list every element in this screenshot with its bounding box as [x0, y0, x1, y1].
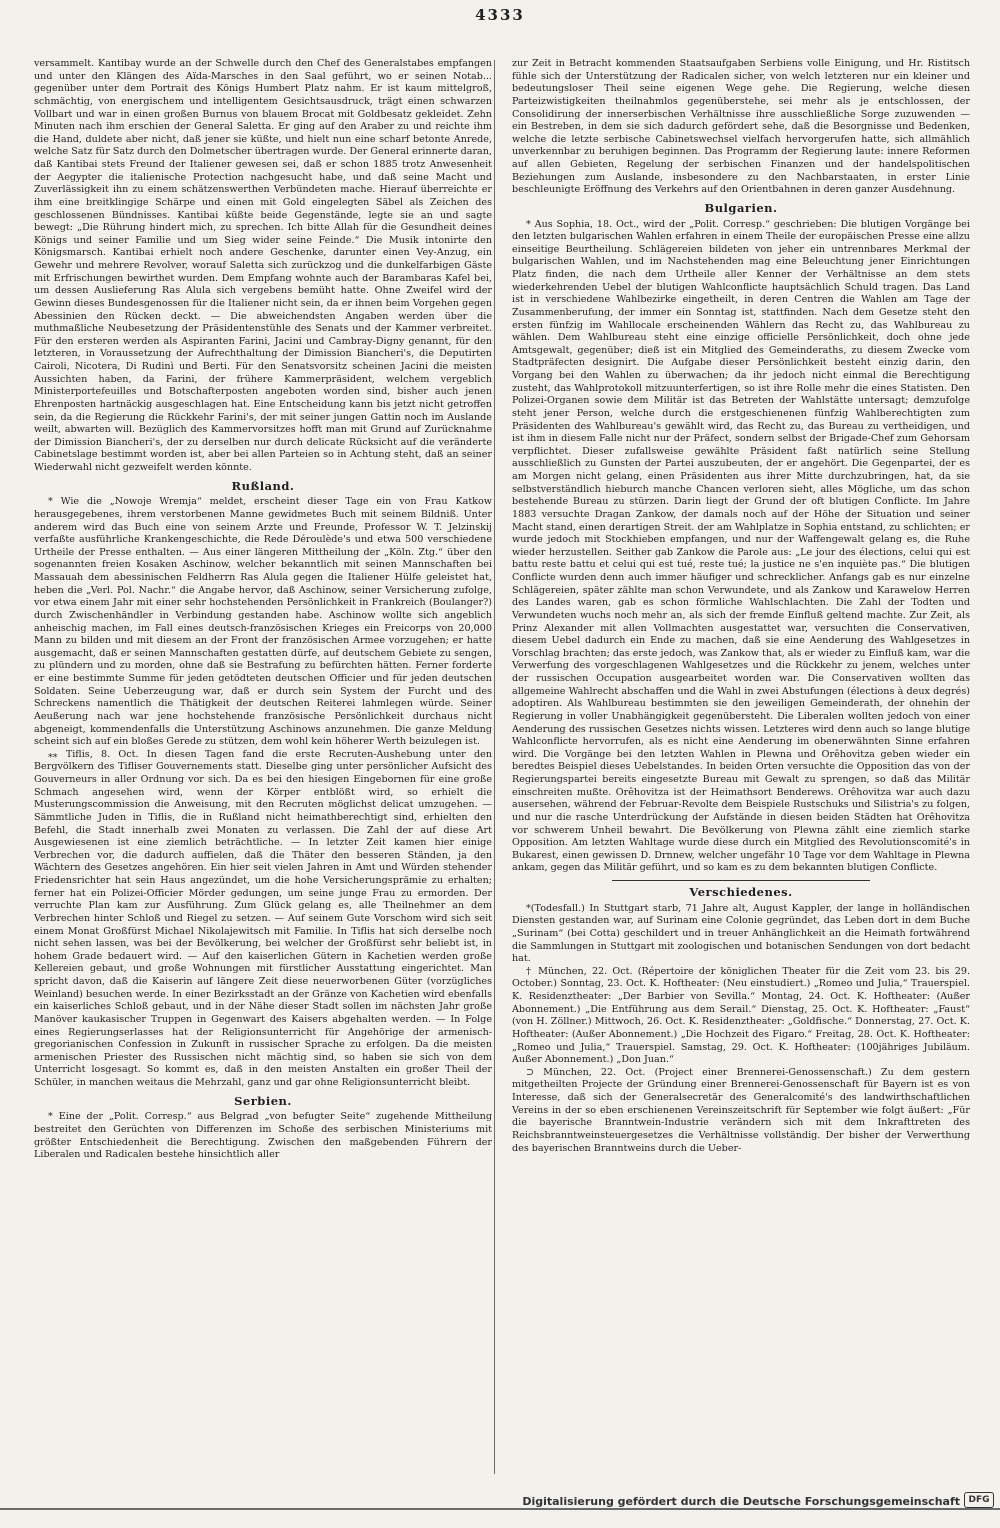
right-column: [512, 58, 970, 1476]
left-column: [34, 58, 492, 1476]
footer-credit: Digitalisierung gefördert durch die Deutsche Forschungsgemeinschaft: [522, 1495, 960, 1508]
dfg-logo-icon: DFG: [964, 1492, 994, 1508]
footer: [0, 1480, 1000, 1528]
section-heading-verschiedenes: Verschiedenes.: [689, 885, 793, 899]
article-paragraph: † München, 22. Oct. (Répertoire der königlichen Theater für die Zeit vom 23. bis 29. October.) Sonntag, 23. Oct. K. Hoftheater: (Neu einstudiert.) „Romeo und Julia,“ Trauerspiel. K. Residenztheater: „Der Barbier von Sevilla.“ Montag, 24. Oct. K. Hoftheater: (Außer Abonnement.) „Die Entführung aus dem Serail.“ Dienstag, 25. Oct. K. Hoftheater: „Faust“ (von H. Zöllner.) Mittwoch, 26. Oct. K. Residenztheater: „Goldfische.“ Donnerstag, 27. Oct. K. Hoftheater: (Außer Abonnement.) „Die Hochzeit des Figaro.“ Freitag, 28. Oct. K. Hoftheater: „Romeo und Julia,“ Trauerspiel. Samstag, 29. Oct. K. Hoftheater: (100jähriges Jubiläum. Außer Abonnement.) „Don Juan.“: [512, 965, 970, 1066]
article-paragraph: *(Todesfall.) In Stuttgart starb, 71 Jahre alt, August Kappler, der lange in holländischen Diensten gestanden war, auf Surinam eine Colonie gegründet, das Leben dort in dem Buche „Surinam“ (bei Cotta) geschildert und in treuer Anhänglichkeit an die Heimath fortwährend die Sammlungen in Stuttgart mit zoologischen und botanischen Sendungen von dort bedacht hat.: [512, 902, 970, 965]
section-divider: [612, 880, 870, 881]
section-heading-russland: Rußland.: [231, 478, 295, 493]
article-paragraph: ⊃ München, 22. Oct. (Project einer Brennerei-Genossenschaft.) Zu dem gestern mitgetheilten Projecte der Gründung einer Brennerei-Genossenschaft für Bayern ist es von Interesse, daß sich der Generalsecretär des Generalcomité's des landwirthschaftlichen Vereins in der so eben erschienenen Vereinszeitschrift für September wie folgt äußert: „Für die bayerische Branntwein-Industrie verändern sich mit dem Inkrafttreten des Reichsbranntweinsteuergesetzes die Verhältnisse vollständig. Der bisher der Verwerthung des bayerischen Branntweins durch die Ueber-: [512, 1066, 970, 1154]
column-divider: [494, 60, 495, 1474]
page-number: 4333: [475, 6, 525, 24]
article-paragraph: * Aus Sophia, 18. Oct., wird der „Polit. Corresp.“ geschrieben: Die blutigen Vorgänge bei den letzten bulgarischen Wahlen erfahren in einem Theile der europäischen Presse eine allzu einseitige Beurtheilung. Schlägereien bildeten von jeher ein untrennbares Merkmal der bulgarischen Wahlen, und im Nachstehenden mag eine Beleuchtung jener Einrichtungen Platz finden, die nach dem Urtheile aller Kenner der Verhältnisse an dem stets wiederkehrenden Uebel der blutigen Wahlconflicte hauptsächlich Schuld tragen. Das Land ist in verschiedene Wahlbezirke eingetheilt, in deren Centren die Wahlen am Tage der Zusammenberufung, der immer ein Sonntag ist, stattfinden. Nach dem Gesetze steht den ersten fünfzig im Wahllocale erscheinenden Wählern das Recht zu, das Wahlbureau zu wählen. Dem Wahlbureau steht eine einzige officielle Persönlichkeit, doch ohne jede Amtsgewalt, gegenüber; dieß ist ein Mitglied des Gemeinderaths, zu diesem Zwecke vom Stadtpräfecten designirt. Die Aufgabe dieser Persönlichkeit besteht einzig darin, den Vorgang bei den Wahlen zu überwachen; da ihr jedoch nicht einmal die Berechtigung zusteht, das Wahlprotokoll mitzuunterfertigen, so ist ihre Rolle mehr die eines Statisten. Den Polizei-Organen sowie dem Militär ist das Betreten der Wahlstätte untersagt; demzufolge steht jener Person, welche durch die erstgeschienenen fünfzig Wahlberechtigten zum Präsidenten des Wahlbureau's gewählt wird, das Recht zu, das Bureau zu vertheidigen, und ist ihm in diesem Falle nicht nur der Präfect, sondern selbst der Brigade-Chef zum Gehorsam verpflichtet. Dieser zufallsweise gewählte Präsident faßt natürlich seine Stellung ausschließlich zu Gunsten der Partei auszubeuten, der er angehört. Die Gegenpartei, der es am Morgen nicht gelang, einen Präsidenten aus ihrer Mitte durchzubringen, hat, da sie selbstverständlich hieburch manche Chancen verloren sieht, alles Mögliche, um das schon bestehende Bureau zu stürzen. Darin liegt der Grund der oft blutigen Conflicte. Im Jahre 1883 versuchte Dragan Zankow, der damals noch auf der Höhe der Situation und seiner Macht stand, einen derartigen Streit. der am Wahlplatze in Sophia entstand, zu schlichten; er wurde jedoch mit Stockhieben empfangen, und nur der Waffengewalt gelang es, die Ruhe wieder herzustellen. Seither gab Zankow die Parole aus: „Le jour des élections, celui qui est battu reste battu et celui qui est tué, reste tué; la justice ne s'en inquiète pas.“ Die blutigen Conflicte wurden denn auch immer häufiger und schrecklicher. Anfangs gab es nur einzelne Schlägereien, später zählte man schon Verwundete, und als Zankow und Karawelow Herren des Landes waren, gab es schon förmliche Wahlschlachten. Die Zahl der Todten und Verwundeten wuchs noch mehr an, als sich der fremde Einfluß geltend machte. Zur Zeit, als Prinz Alexander mit allen Vollmachten ausgestattet war, versuchten die Conservativen, diesem Uebel dadurch ein Ende zu machen, daß sie eine Aenderung des Wahlgesetzes in Vorschlag brachten; das erste jedoch, was Zankow that, als er wieder zu Einfluß kam, war die Verwerfung des vorgeschlagenen Wahlgesetzes und die Rückkehr zu jenem, welches unter der russischen Occupation ausgearbeitet worden war. Die Conservativen wollten das allgemeine Wahlrecht abschaffen und die Wahl in zwei Abstufungen (élections à deux degrés) adoptiren. Als Wahlbureau bestimmten sie den jeweiligen Gemeinderath, der ohnehin der Regierung in voller Unabhängigkeit gegenübersteht. Die Liberalen wollten jedoch von einer Aenderung des russischen Gesetzes nichts wissen. Letzteres wird denn auch so lange blutige Wahlconflicte hervorrufen, als es nicht eine Aenderung im obenerwähnten Sinne erfahren wird. Die Vorgänge bei den letzten Wahlen in Plewna und Orêhovitza geben wieder ein beredtes Beispiel dieses Uebelstandes. In beiden Orten versuchte die Opposition das von der Regierungspartei bereits eingesetzte Bureau mit Gewalt zu sprengen, so daß das Militär einschreiten mußte. Orêhovitza ist der Heimathsort Benderews. Orêhovitza war auch dazu ausersehen, während der Februar-Revolte dem Beispiele Rustschuks und Silistria's zu folgen, und nur die rasche Unterdrückung der Aufstände in diesen beiden Städten hat Orêhovitza vor schwerem Unheil bewahrt. Die Bevölkerung von Plewna zählt eine ziemlich starke Opposition. Am letzten Wahltage wurde diese durch ein Mitglied des Revolutionscomité's in Bukarest, einen gewissen D. Drnnew, welcher ungefähr 10 Tage vor dem Wahltage in Plewna ankam, gegen das Militär geführt, und so kam es zu dem bekannten blutigen Conflicte.: [512, 218, 970, 874]
article-paragraph: versammelt. Kantibay wurde an der Schwelle durch den Chef des Generalstabes empfangen und unter den Klängen des Aïda-Marsches in den Saal geführt, wo er seinen Notab... gegenüber unter dem Portrait des Königs Humbert Platz nahm. Er ist kaum mittelgroß, schmächtig, von energischem und intelligentem Gesichtsausdruck, trägt einen schwarzen Vollbart und war in einen großen Burnus von blauem Brocat mit Goldbesatz gekleidet. Zehn Minuten nach ihm erschien der General Saletta. Er ging auf den Araber zu und reichte ihm die Hand, duldete aber nicht, daß jener sie küßte, und hielt nun eine scharf betonte Anrede, welche Satz für Satz durch den Dolmetscher übertragen wurde. Der General erinnerte daran, daß Kantibai stets Freund der Italiener gewesen sei, daß er schon 1885 trotz Anwesenheit der Aegypter die italienische Protection nachgesucht habe, und daß seine Macht und Zuverlässigkeit ihn zu einem schätzenswerthen Verbündeten mache. Hierauf überreichte er ihm eine breitklingige Schärpe und einen mit Gold eingelegten Säbel als Zeichen des geschlossenen Bündnisses. Kantibai küßte beide Gegenstände, legte sie an und sagte bewegt: „Die Rührung hindert mich, zu sprechen. Ich bitte Allah für die Gesundheit deines Königs und seiner Familie und um Sieg wider seine Feinde.“ Die Musik intonirte den Königsmarsch. Kantibai erhielt noch andere Geschenke, darunter einen Vey-Anzug, ein Gewehr und mehrere Revolver, worauf Saletta sich zurückzog und die dunkelfarbigen Gäste mit Erfrischungen bewirthet wurden. Dem Empfang wohnte auch der Barambaras Kafel bei, um dessen Auslieferung Ras Alula sich vergebens bemüht hatte. Ohne Zweifel wird der Gewinn dieses Bundesgenossen für die Italiener nicht sein, da er ihnen beim Vorgehen gegen Abessinien den Rücken deckt. — Die abweichendsten Angaben werden über die muthmaßliche Neubesetzung der Präsidentenstühle des Senats und der Kammer verbreitet. Für den ersteren werden als Aspiranten Farini, Jacini und Cambray-Digny genannt, für den letzteren, in Voraussetzung der Aufrechthaltung der Dimission Biancheri's, die Deputirten Cairoli, Nicotera, Di Rudinì und Berti. Für den Senatsvorsitz scheinen Jacini die meisten Aussichten haben, da Farini, der frühere Kammerpräsident, welchem vergeblich Ministerportefeuilles und Botschafterposten angeboten worden sind, bisher auch jenen Ehrenposten hartnäckig ausgeschlagen hat. Eine Entscheidung kann bis jetzt nicht getroffen sein, da die Regierung die Rückkehr Farini's, der mit seiner jungen Gattin noch im Auslande weilt, abwarten will. Bezüglich des Kammervorsitzes hofft man mit Grund auf Zurücknahme der Dimission Biancheri's, der zu derselben nur durch delicate Rücksicht auf die veränderte Cabinetslage bestimmt worden ist, aber bei allen Parteien so in Achtung steht, daß an seiner Wiederwahl nicht gezweifelt werden könnte.: [34, 58, 492, 473]
section-heading-bulgarien: Bulgarien.: [704, 200, 778, 215]
article-paragraph: * Eine der „Polit. Corresp.“ aus Belgrad „von befugter Seite“ zugehende Mittheilung bestreitet den Gerüchten von Differenzen im Schoße des serbischen Ministeriums mit größter Entschiedenheit die Berechtigung. Zwischen den maßgebenden Führern der Liberalen und Radicalen bestehe hinsichtlich aller: [34, 1111, 492, 1161]
footer-bar: [0, 1508, 1000, 1510]
article-paragraph: ⁎⁎ Tiflis, 8. Oct. In diesen Tagen fand die erste Recruten-Aushebung unter den Bergvölkern des Tifliser Gouvernements statt. Dieselbe ging unter persönlicher Aufsicht des Gouverneurs in aller Ordnung vor sich. Da es bei den hiesigen Eingebornen für eine große Schmach angesehen wird, wenn der Körper entblößt wird, so erhielt die Musterungscommission die Anweisung, mit den Recruten möglichst delicat umzugehen. — Sämmtliche Juden in Tiflis, die in Rußland nicht heimathberechtigt sind, erhielten den Befehl, die Stadt innerhalb zwei Monaten zu verlassen. Die Zahl der auf diese Art Ausgewiesenen ist eine ziemlich beträchtliche. — In letzter Zeit kamen hier einige Verbrechen vor, die dadurch auffielen, daß die Thäter den besseren Ständen, ja den Wächtern des Gesetzes angehören. Ein hier seit vielen Jahren in Amt und Würden stehender Friedensrichter hat sein Haus angezündet, um die hohe Versicherungsprämie zu erhalten; ferner hat ein Polizei-Officier Mörder gedungen, um seine junge Frau zu ermorden. Der verruchte Plan kam zur Ausführung. Zum Glück gelang es, alle Theilnehmer an dem Verbrechen hinter Schloß und Riegel zu setzen. — Auf seinem Gute Vorschom wird sich seit einem Monat Großfürst Michael Nikolajewitsch mit Familie. In Tiflis hat sich derselbe noch nicht sehen lassen, was bei der Bevölkerung, bei welcher der Großfürst sehr beliebt ist, in hohem Grade bedauert wird. — Auf den kaiserlichen Gütern in Kachetien werden große Kellereien gebaut, und große Wohnungen mit fürstlicher Ausstattung eingerichtet. Man spricht davon, daß die Kaiserin auf längere Zeit diese neuerworbenen Güter (vorzügliches Weinland) besuchen werde. In einer Bezirksstadt an der Gränze von Kachetien wird ebenfalls ein kaiserliches Schloß gebaut, und in der Nähe dieser Stadt sollen im nächsten Jahr große Manöver kaukasischer Truppen in Gegenwart des Kaisers abgehalten werden. — In Folge eines Regierungserlasses hat der Religionsunterricht für Angehörige der armenisch-gregorianischen Confession in Zukunft in russischer Sprache zu erfolgen. Da die meisten armenischen Priester des Russischen nicht mächtig sind, so haben sie sich von dem Unterricht losgesagt. So kommt es, daß in den meisten Anstalten ein großer Theil der Schüler, in manchen weitaus die Mehrzahl, ganz und gar ohne Religionsunterricht bleibt.: [34, 748, 492, 1088]
article-paragraph: * Wie die „Nowoje Wremja“ meldet, erscheint dieser Tage ein von Frau Katkow herausgegebenes, ihrem verstorbenen Manne gewidmetes Buch mit seinem Bildniß. Unter anderem wird das Buch eine von seinem Arzte und Freunde, Professor W. T. Jelzinskij verfaßte ausführliche Krankengeschichte, die Rede Déroulède's und etwa 500 verschiedene Urtheile der Presse enthalten. — Aus einer längeren Mittheilung der „Köln. Ztg.“ über den sogenannten freien Kosaken Aschinow, welcher bekanntlich mit seinen Mannschaften bei Massauah dem abessinischen Feldherrn Ras Alula gegen die Italiener Hülfe geleistet hat, heben die „Verl. Pol. Nachr.“ die Angabe hervor, daß Aschinow, seiner Versicherung zufolge, vor etwa einem Jahr mit einer sehr hochstehenden Persönlichkeit in Frankreich (Boulanger?) durch Zwischenhändler in Verbindung gestanden habe. Aschinow wollte sich angeblich anheischig machen, im Fall eines deutsch-französischen Krieges ein Freicorps von 20,000 Mann zu bilden und mit diesem an der Front der französischen Armee vorzugehen; er hatte ausgemacht, daß er seinen Mannschaften gestatten dürfe, auf deutschem Gebiete zu sengen, zu plündern und zu morden, ohne daß sie Bestrafung zu befürchten hätten. Ferner forderte er eine bestimmte Summe für jeden getödteten deutschen Officier und für jeden deutschen Soldaten. Seine Ueberzeugung war, daß er durch sein System der Furcht und des Schreckens namentlich die Thätigkeit der deutschen Reiterei lahmlegen würde. Seiner Aeußerung nach war jene hochstehende französische Persönlichkeit durchaus nicht abgeneigt, kommendenfalls die Unterstützung Aschinows anzunehmen. Die ganze Meldung scheint sich auf ein bloßes Gerede zu stützen, dem wohl kein höherer Werth beizulegen ist.: [34, 496, 492, 748]
section-heading-serbien: Serbien.: [234, 1093, 292, 1108]
article-paragraph: zur Zeit in Betracht kommenden Staatsaufgaben Serbiens volle Einigung, und Hr. Ristitsch fühle sich der Unterstützung der Radicalen sicher, von welch letzteren nur ein kleiner und bedeutungsloser Theil seine eigenen Wege gehe. Die Regierung, welche diesen Parteizwistigkeiten theilnahmlos gegenüberstehe, sei mehr als je entschlossen, der Consolidirung der innerserbischen Verhältnisse ihre ausschließliche Sorge zuzuwenden — ein Bestreben, in dem sie sich dadurch gefördert sehe, daß die Besorgnisse und Bedenken, welche die letzte serbische Cabinetswechsel vielfach hervorgerufen hatte, sich allmählich unverkennbar zu beruhigen beginnen. Das Programm der Regierung laute: innere Reformen auf allen Gebieten, Regelung der serbischen Finanzen und der handelspolitischen Beziehungen zum Auslande, insbesondere zu den Nachbarstaaten, in erster Linie beschleunigte Eröffnung des Verkehrs auf den Orientbahnen in deren ganzer Ausdehnung.: [512, 58, 970, 196]
